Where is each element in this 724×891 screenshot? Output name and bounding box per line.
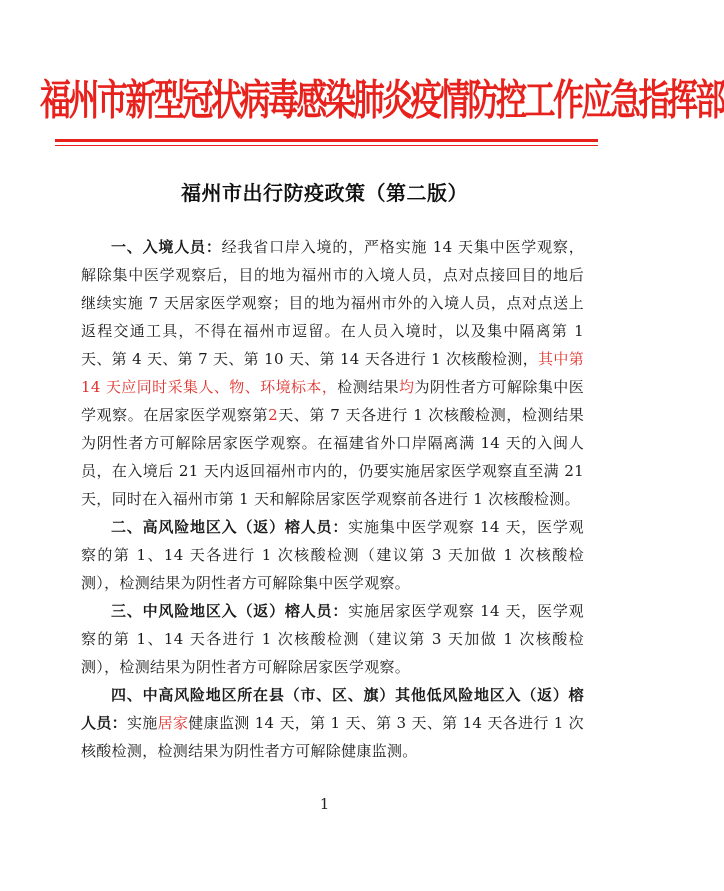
section-4-lead: 四、中高风险地区所在县（市、区、旗）其他低风险地区入（返）榕人员： xyxy=(81,686,584,732)
section-3-text: 实施居家医学观察 14 天，医学观察的第 1、14 天各进行 1 次核酸检测（建议第 3 天加做 1 次核酸检测），检测结果为阴性者方可解除居家医学观察。 xyxy=(81,602,584,676)
section-1-text-4: 天、第 7 天各进行 1 次核酸检测，检测结果为阴性者方可解除居家医学观察。在福建省外口岸隔离满 14 天的入闽人员，在入境后 21 天内返回福州市内的，仍要实施居家医学观察直至满 21 天，同时在入福州市第 1 天和解除居家医学观察前各进行 1 次核酸检测。 xyxy=(81,406,585,508)
document-title: 福州市出行防疫政策（第二版） xyxy=(181,181,468,205)
section-1-red-3: 2 xyxy=(268,406,278,424)
section-1-red-2: 均 xyxy=(399,378,415,396)
section-3 xyxy=(81,597,584,681)
section-1-text-1: 经我省口岸入境的，严格实施 14 天集中医学观察，解除集中医学观察后，目的地为福州市的入境人员，点对点接回目的地后继续实施 7 天居家医学观察；目的地为福州市外的入境人员，点对点送上返程交通工具，不得在福州市逗留。在人员入境时，以及集中隔离第 1 天、第 4 天、第 7 天、第 10 天、第 14 天各进行 1 次核酸检测， xyxy=(81,238,584,368)
section-1-text-2: 检测结果 xyxy=(337,378,399,396)
section-1 xyxy=(81,233,584,513)
section-4-text-1: 实施 xyxy=(126,714,158,732)
section-2-text: 实施集中医学观察 14 天，医学观察的第 1、14 天各进行 1 次核酸检测（建议第 3 天加做 1 次核酸检测），检测结果为阴性者方可解除集中医学观察。 xyxy=(81,518,584,592)
document-body xyxy=(81,233,584,765)
section-1-red-1: 其中第 14 天应同时采集人、物、环境标本， xyxy=(81,350,585,396)
section-2 xyxy=(81,513,584,597)
section-3-lead: 三、中风险地区入（返）榕人员： xyxy=(111,602,349,620)
section-4-red-1: 居家 xyxy=(157,714,189,732)
section-4-text-2: 健康监测 14 天，第 1 天、第 3 天、第 14 天各进行 1 次核酸检测，检测结果为阴性者方可解除健康监测。 xyxy=(81,714,584,760)
section-4 xyxy=(81,681,584,765)
header-rule-thin xyxy=(55,145,598,146)
issuer-header: 福州市新型冠状病毒感染肺炎疫情防控工作应急指挥部 xyxy=(40,76,724,126)
page-number: 1 xyxy=(319,795,330,813)
header-rule-thick xyxy=(55,139,598,142)
section-2-lead: 二、高风险地区入（返）榕人员： xyxy=(111,518,349,536)
section-1-lead: 一、入境人员： xyxy=(111,238,222,256)
section-1-text-3: 为阴性者方可解除集中医学观察。在居家医学观察第 xyxy=(81,378,584,424)
